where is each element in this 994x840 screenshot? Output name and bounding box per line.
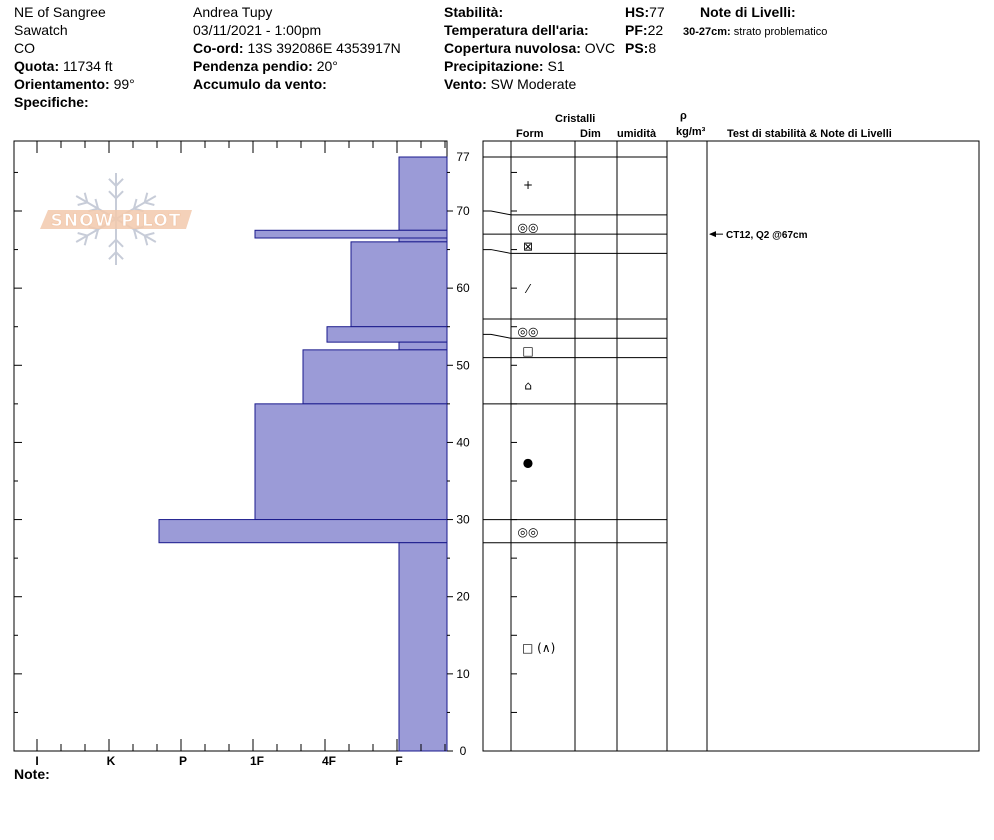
grain-form-symbol: □ (∧) [522, 640, 556, 655]
wind-label: Vento: [444, 76, 487, 92]
stability-test-annotation: CT12, Q2 @67cm [726, 230, 808, 242]
grain-form-symbol: ◎◎ [517, 525, 539, 540]
depth-tick-label: 0 [459, 744, 467, 758]
hardness-bar [255, 230, 447, 238]
hardness-tick-label: F [395, 754, 403, 768]
ps-value: 8 [648, 40, 657, 56]
sky-cover-value: OVC [584, 40, 616, 56]
mountain-range: Sawatch [14, 22, 68, 38]
hardness-tick-label: K [106, 754, 116, 768]
wind-value: SW Moderate [490, 76, 577, 92]
depth-tick-label: 20 [456, 589, 470, 604]
slope-label: Pendenza pendio: [193, 58, 313, 74]
hardness-bar [351, 242, 447, 327]
hardness-bar [159, 520, 447, 543]
density-symbol: ρ [680, 110, 687, 122]
layer-boundary-connector [483, 334, 511, 338]
depth-tick-label: 77 [456, 150, 470, 164]
form-header: Form [516, 128, 544, 140]
logo-text: SNOW PILOT [50, 211, 182, 231]
precipitation-label: Precipitazione: [444, 58, 544, 74]
hs-label: HS: [625, 4, 650, 20]
layer-note-range: 30-27cm: [683, 26, 731, 38]
air-temperature-label: Temperatura dell'aria: [444, 22, 589, 38]
precipitation-value: S1 [547, 58, 565, 74]
hardness-tick-label: 1F [249, 754, 265, 768]
hardness-bar [399, 543, 447, 751]
hardness-bar [303, 350, 447, 404]
elevation-value: 11734 ft [63, 58, 113, 74]
hardness-bar [327, 327, 447, 342]
grain-form-symbol: □ [522, 343, 534, 358]
grain-form-symbol: ⊠ [522, 239, 534, 254]
grain-form-symbol: ⌂ [524, 378, 532, 393]
pf-value: 22 [647, 22, 664, 38]
grain-form-symbol: ● [522, 455, 534, 470]
observer: Andrea Tupy [193, 4, 273, 20]
hardness-bar [399, 238, 447, 242]
hardness-tick-label: I [35, 754, 39, 768]
state: CO [14, 40, 35, 56]
depth-tick-label: 50 [456, 358, 470, 373]
depth-tick-label: 40 [456, 435, 470, 450]
grain-form-symbol: ⁄ [526, 282, 530, 297]
layer-boundary-connector [483, 211, 511, 215]
observation-datetime: 03/11/2021 - 1:00pm [193, 22, 322, 38]
hardness-tick-label: P [178, 754, 188, 768]
hardness-bar [399, 157, 447, 230]
wind-loading-label: Accumulo da vento: [193, 76, 327, 92]
location: NE of Sangree [14, 4, 106, 20]
hardness-tick-label: 4F [321, 754, 337, 768]
layer-note-text: strato problematico [733, 26, 828, 38]
pf-label: PF: [625, 22, 648, 38]
aspect-value: 99° [113, 76, 135, 92]
hs-value: 77 [649, 4, 665, 20]
coordinates-label: Co-ord: [193, 40, 244, 56]
hardness-bar [399, 342, 447, 350]
crystals-header: Cristalli [555, 113, 596, 125]
grain-form-symbol: ◎◎ [517, 324, 539, 339]
depth-tick-label: 10 [456, 666, 470, 681]
ps-label: PS: [625, 40, 649, 56]
sky-cover-label: Copertura nuvolosa: [444, 40, 581, 56]
stability-label: Stabilità: [444, 4, 504, 20]
size-header: Dim [580, 128, 601, 140]
grain-form-symbol: ◎◎ [517, 220, 539, 235]
density-unit: kg/m³ [676, 126, 706, 138]
elevation-label: Quota: [14, 58, 60, 74]
notes-label: Note: [14, 766, 50, 782]
depth-tick-label: 30 [456, 512, 470, 527]
slope-value: 20° [316, 58, 338, 74]
hardness-bar [255, 404, 447, 520]
aspect-label: Orientamento: [14, 76, 110, 92]
tests-header: Test di stabilità & Note di Livelli [727, 128, 892, 140]
layer-boundary-connector [483, 250, 511, 254]
grain-form-symbol: + [522, 178, 534, 192]
test-arrow-head [709, 231, 716, 237]
moisture-header: umidità [617, 128, 657, 140]
specifics-label: Specifiche: [14, 94, 89, 110]
depth-tick-label: 70 [456, 204, 470, 218]
layer-notes-label: Note di Livelli: [700, 4, 796, 20]
depth-tick-label: 60 [456, 281, 470, 296]
coordinates-value: 13S 392086E 4353917N [247, 40, 401, 56]
